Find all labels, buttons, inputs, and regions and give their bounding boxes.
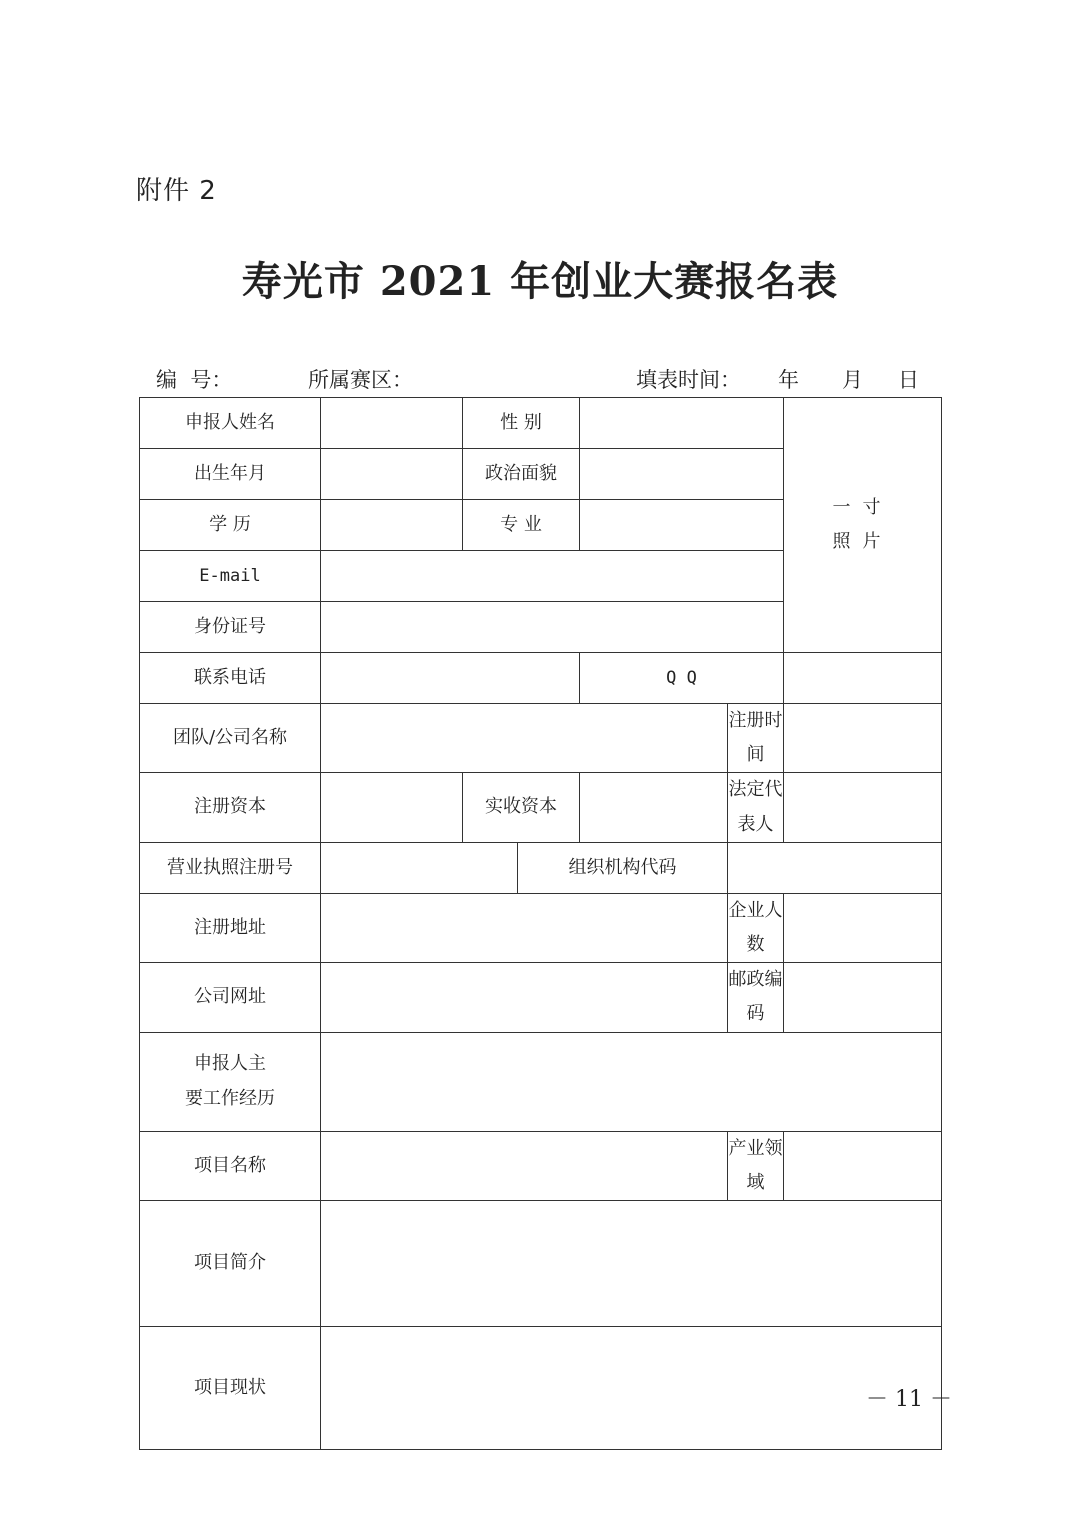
field-reg-capital[interactable]: [321, 773, 463, 842]
field-postcode[interactable]: [784, 963, 942, 1032]
label-website: 公司网址: [140, 963, 321, 1032]
label-major: 专 业: [463, 500, 580, 551]
label-experience: [140, 1032, 321, 1131]
label-legal-rep: 法定代表人: [728, 773, 784, 842]
field-email[interactable]: [321, 551, 784, 602]
label-reg-address: 注册地址: [140, 893, 321, 962]
field-reg-address[interactable]: [321, 893, 728, 962]
label-project-name: 项目名称: [140, 1131, 321, 1200]
field-major[interactable]: [580, 500, 784, 551]
field-phone[interactable]: [321, 653, 580, 704]
field-experience[interactable]: [321, 1032, 942, 1131]
month-label: 月: [842, 368, 863, 392]
photo-label-line1: 一寸: [832, 496, 893, 518]
label-education: 学 历: [140, 500, 321, 551]
photo-label-line2: 照片: [832, 531, 893, 552]
page-title: 寿光市 2021 年创业大赛报名表: [241, 258, 839, 305]
field-team-name[interactable]: [321, 704, 728, 773]
field-project-name[interactable]: [321, 1131, 728, 1200]
label-reg-time: 注册时间: [728, 704, 784, 773]
label-license-no: 营业执照注册号: [140, 842, 321, 893]
label-id-number: 身份证号: [140, 602, 321, 653]
field-qq[interactable]: [784, 653, 942, 704]
field-birth[interactable]: [321, 449, 463, 500]
label-birth: 出生年月: [140, 449, 321, 500]
label-project-intro: 项目简介: [140, 1200, 321, 1326]
label-team-name: 团队/公司名称: [140, 704, 321, 773]
field-paid-capital[interactable]: [580, 773, 728, 842]
page-number: － 11 －: [866, 1387, 952, 1412]
label-paid-capital: 实收资本: [463, 773, 580, 842]
field-political[interactable]: [580, 449, 784, 500]
field-id-number[interactable]: [321, 602, 784, 653]
field-org-code[interactable]: [728, 842, 942, 893]
label-name: 申报人姓名: [140, 398, 321, 449]
label-email: E-mail: [140, 551, 321, 602]
form-row-address: [140, 893, 942, 962]
form-row-phone: [140, 653, 942, 704]
photo-box[interactable]: [784, 398, 942, 653]
attachment-label: 附件 2: [136, 176, 217, 206]
field-license-no[interactable]: [321, 842, 518, 893]
label-employees: 企业人数: [728, 893, 784, 962]
label-industry: 产业领域: [728, 1131, 784, 1200]
form-row-website: [140, 963, 942, 1032]
field-website[interactable]: [321, 963, 728, 1032]
form-row-project-intro: [140, 1200, 942, 1326]
field-project-intro[interactable]: [321, 1200, 942, 1326]
field-employees[interactable]: [784, 893, 942, 962]
field-gender[interactable]: [580, 398, 784, 449]
year-label: 年: [778, 368, 799, 392]
field-reg-time[interactable]: [784, 704, 942, 773]
label-experience-line1: 申报人主: [194, 1053, 266, 1075]
registration-form-table: [139, 397, 942, 1450]
label-experience-line2: 要工作经历: [185, 1087, 275, 1109]
form-row-capital: [140, 773, 942, 842]
day-label: 日: [898, 368, 919, 392]
number-label: 编 号：: [156, 368, 233, 392]
field-name[interactable]: [321, 398, 463, 449]
form-row-project-name: [140, 1131, 942, 1200]
label-phone: 联系电话: [140, 653, 321, 704]
field-project-status[interactable]: [321, 1326, 942, 1449]
form-row-experience: [140, 1032, 942, 1131]
field-legal-rep[interactable]: [784, 773, 942, 842]
form-row-project-status: [140, 1326, 942, 1449]
field-industry[interactable]: [784, 1131, 942, 1200]
form-row-license: [140, 842, 942, 893]
field-education[interactable]: [321, 500, 463, 551]
label-org-code: 组织机构代码: [518, 842, 728, 893]
form-row-team: [140, 704, 942, 773]
label-project-status: 项目现状: [140, 1326, 321, 1449]
form-row-name: [140, 398, 942, 449]
label-postcode: 邮政编码: [728, 963, 784, 1032]
label-gender: 性 别: [463, 398, 580, 449]
zone-label: 所属赛区：: [308, 368, 413, 392]
label-political: 政治面貌: [463, 449, 580, 500]
label-qq: Q Q: [580, 653, 784, 704]
label-reg-capital: 注册资本: [140, 773, 321, 842]
date-label: 填表时间：: [636, 368, 741, 392]
